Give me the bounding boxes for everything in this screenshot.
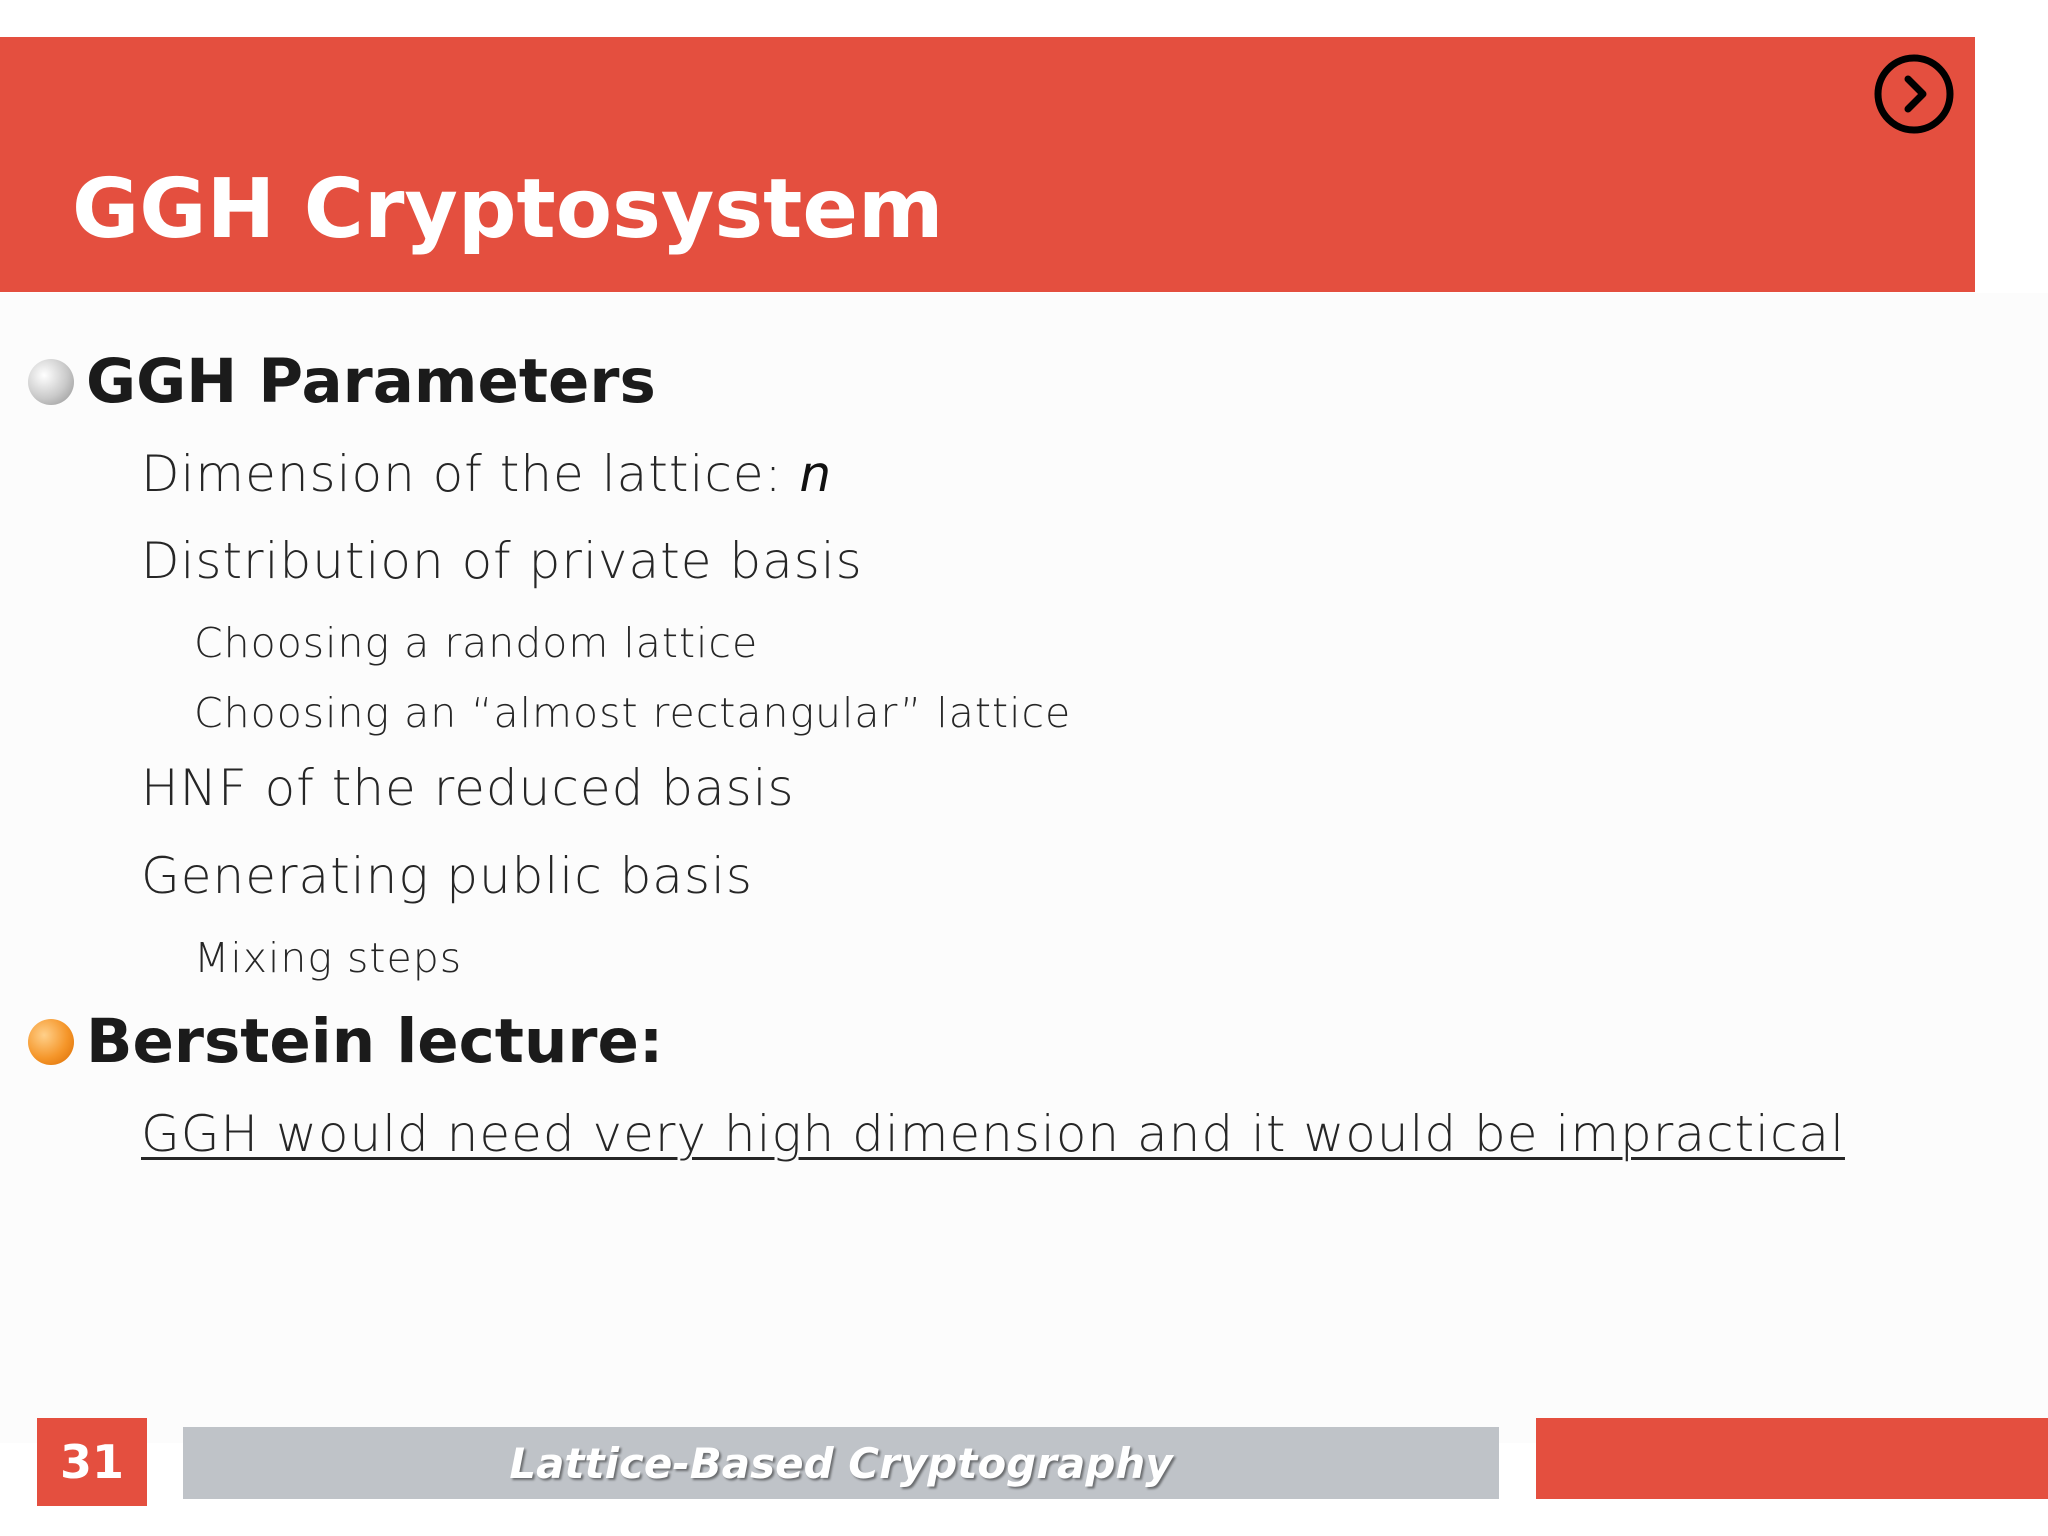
- chevron-right-circle-icon: [1878, 58, 1950, 130]
- list-item-private-basis: Distribution of private basis: [141, 532, 863, 590]
- slide-title: GGH Cryptosystem: [72, 162, 944, 257]
- page-number-box: [37, 1418, 147, 1506]
- footer-accent-bar: [1536, 1418, 2048, 1499]
- footer-bar: [183, 1427, 1499, 1499]
- orange-sphere-bullet-icon: [28, 1019, 74, 1065]
- sub-item-almost-rectangular-lattice: Choosing an “almost rectangular” lattice: [194, 689, 1072, 737]
- list-item-public-basis: Generating public basis: [141, 847, 753, 905]
- footer-course-title: Lattice-Based Cryptography: [509, 1438, 1173, 1488]
- section-heading-berstein-lecture: Berstein lecture:: [86, 1006, 664, 1077]
- sub-item-mixing-steps: Mixing steps: [194, 934, 463, 982]
- list-item-hnf-reduced-basis: HNF of the reduced basis: [141, 759, 795, 817]
- lecture-link[interactable]: GGH would need very high dimension and it would be impractical: [141, 1105, 1845, 1163]
- next-slide-button[interactable]: [1873, 53, 1955, 135]
- list-item-text: Dimension of the lattice:: [141, 445, 800, 503]
- list-item-dimension: [141, 442, 832, 506]
- lattice-dimension-variable: n: [799, 445, 833, 503]
- page-number: 31: [59, 1435, 124, 1489]
- list-item-lecture-link-row: [141, 1102, 1845, 1166]
- sub-item-random-lattice: Choosing a random lattice: [194, 619, 759, 667]
- section-heading-ggh-parameters: GGH Parameters: [86, 346, 656, 417]
- gray-sphere-bullet-icon: [28, 359, 74, 405]
